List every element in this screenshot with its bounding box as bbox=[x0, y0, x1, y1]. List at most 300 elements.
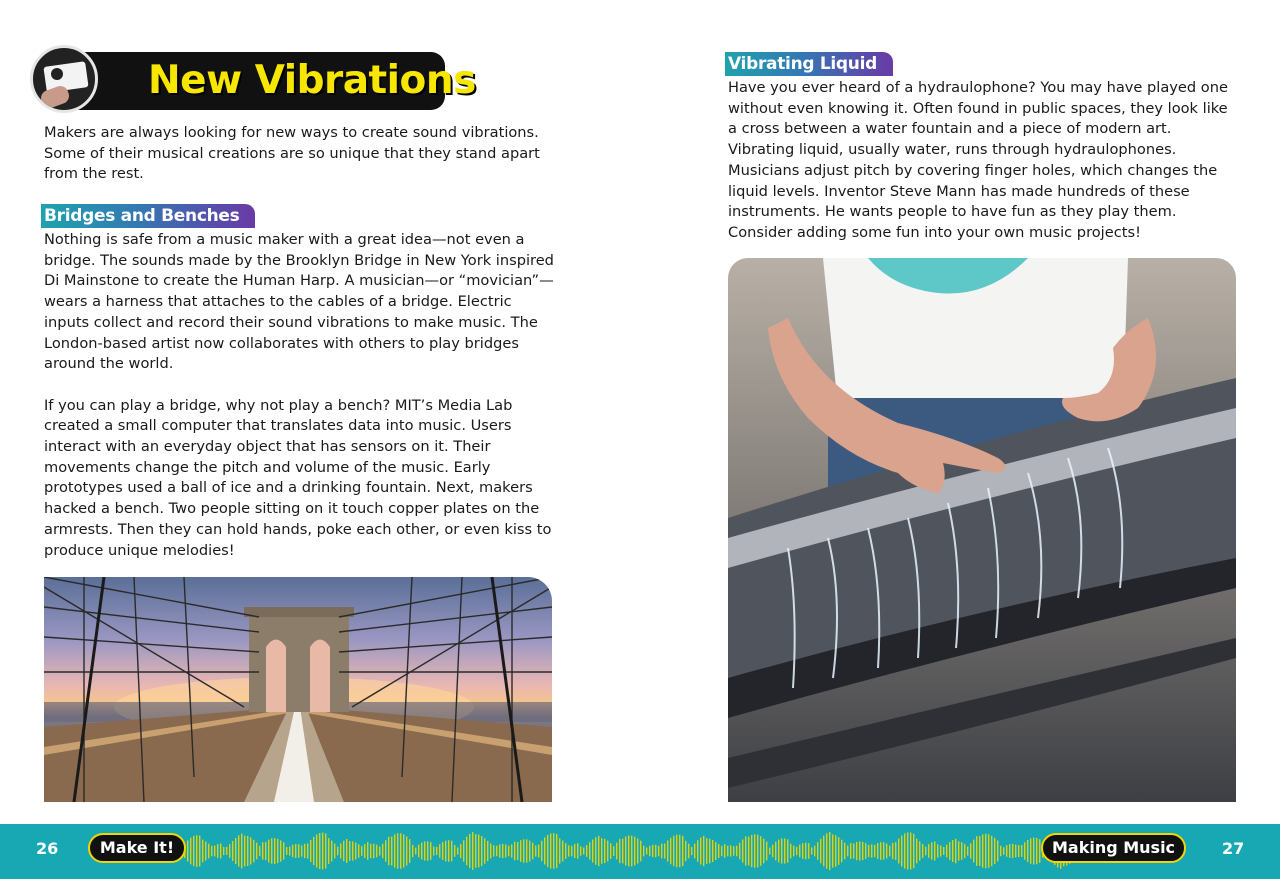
wave-bar bbox=[385, 840, 386, 862]
wave-bar bbox=[526, 839, 527, 862]
wave-bar bbox=[943, 847, 944, 855]
wave-bar bbox=[925, 847, 926, 856]
wave-bar bbox=[343, 841, 344, 861]
wave-bar bbox=[187, 840, 188, 861]
wave-bar bbox=[754, 834, 755, 868]
wave-bar bbox=[763, 839, 764, 864]
wave-bar bbox=[919, 841, 920, 860]
wave-bar bbox=[916, 839, 917, 864]
wave-bar bbox=[280, 840, 281, 861]
wave-bar bbox=[703, 836, 704, 866]
wave-bar bbox=[556, 834, 557, 868]
wave-bar bbox=[310, 840, 311, 862]
wave-bar bbox=[352, 841, 353, 860]
wave-bar bbox=[700, 838, 701, 865]
wave-bar bbox=[664, 844, 665, 859]
wave-bar bbox=[976, 836, 977, 866]
wave-bar bbox=[313, 837, 314, 865]
wave-bar bbox=[610, 843, 611, 859]
wave-bar bbox=[1012, 844, 1013, 858]
wave-bar bbox=[487, 841, 488, 861]
wave-bar bbox=[751, 835, 752, 867]
wave-bar bbox=[319, 833, 320, 869]
wave-bar bbox=[208, 844, 209, 859]
wave-bar bbox=[217, 844, 218, 858]
wave-bar bbox=[640, 841, 641, 862]
wave-bar bbox=[268, 840, 269, 863]
wave-bar bbox=[580, 846, 581, 855]
wave-bar bbox=[961, 842, 962, 860]
wave-bar bbox=[1024, 842, 1025, 859]
wave-bar bbox=[1000, 846, 1001, 856]
hydraulophone-illustration bbox=[728, 258, 1236, 802]
wave-bar bbox=[355, 843, 356, 860]
wave-bar bbox=[856, 842, 857, 860]
wave-bar bbox=[490, 844, 491, 859]
wave-bar bbox=[541, 841, 542, 861]
camera-photo-icon bbox=[30, 45, 98, 113]
wave-bar bbox=[748, 837, 749, 866]
wave-bar bbox=[904, 833, 905, 868]
wave-bar bbox=[784, 838, 785, 863]
wave-bar bbox=[571, 846, 572, 857]
wave-bar bbox=[964, 844, 965, 858]
wave-bar bbox=[778, 840, 779, 863]
section-heading-vibrating-liquid: Vibrating Liquid bbox=[725, 52, 893, 76]
wave-bar bbox=[439, 844, 440, 857]
wave-bar bbox=[400, 833, 401, 868]
wave-bar bbox=[409, 839, 410, 863]
wave-bar bbox=[820, 839, 821, 864]
wave-bar bbox=[430, 842, 431, 860]
liquid-text bbox=[728, 78, 1228, 244]
wave-bar bbox=[481, 836, 482, 866]
wave-bar bbox=[901, 836, 902, 867]
wave-bar bbox=[877, 843, 878, 859]
wave-bar bbox=[838, 837, 839, 865]
intro-paragraph: Makers are always looking for new ways to create sound vibrations. Some of their musical creations are so unique that they stand apart from the rest. bbox=[44, 124, 540, 183]
wave-bar bbox=[445, 841, 446, 862]
wave-bar bbox=[826, 833, 827, 869]
wave-bar bbox=[757, 835, 758, 868]
wave-bar bbox=[550, 833, 551, 868]
wave-bar bbox=[361, 846, 362, 856]
footer-label-making-music[interactable]: Making Music bbox=[1041, 833, 1186, 863]
wave-bar bbox=[406, 836, 407, 865]
wave-bar bbox=[667, 840, 668, 861]
wave-bar bbox=[394, 834, 395, 867]
wave-bar bbox=[391, 837, 392, 866]
wave-bar bbox=[586, 845, 587, 857]
wave-bar bbox=[1030, 838, 1031, 864]
wave-bar bbox=[637, 838, 638, 863]
wave-bar bbox=[436, 847, 437, 855]
wave-bar bbox=[931, 842, 932, 859]
wave-bar bbox=[871, 844, 872, 857]
wave-bar bbox=[790, 844, 791, 859]
wave-bar bbox=[328, 838, 329, 864]
wave-bar bbox=[271, 838, 272, 863]
wave-bar bbox=[229, 844, 230, 858]
wave-bar bbox=[715, 842, 716, 860]
wave-bar bbox=[988, 834, 989, 867]
wave-bar bbox=[325, 833, 326, 868]
wave-bar bbox=[484, 838, 485, 863]
brooklyn-bridge-photo bbox=[44, 577, 552, 802]
wave-bar bbox=[568, 845, 569, 856]
wave-bar bbox=[982, 834, 983, 867]
wave-bar bbox=[364, 844, 365, 858]
wave-bar bbox=[367, 842, 368, 860]
wave-bar bbox=[460, 844, 461, 858]
wave-bar bbox=[442, 842, 443, 860]
wave-bar bbox=[709, 839, 710, 864]
wave-bar bbox=[472, 832, 473, 870]
wave-bar bbox=[619, 839, 620, 863]
wave-bar bbox=[865, 843, 866, 859]
wave-bar bbox=[427, 841, 428, 860]
intro-text bbox=[44, 123, 544, 185]
wave-bar bbox=[544, 837, 545, 864]
wave-bar bbox=[685, 841, 686, 861]
wave-bar bbox=[670, 838, 671, 864]
wave-bar bbox=[742, 839, 743, 862]
wave-bar bbox=[691, 847, 692, 855]
wave-bar bbox=[760, 836, 761, 865]
wave-bar bbox=[814, 846, 815, 857]
wave-bar bbox=[868, 845, 869, 857]
wave-bar bbox=[844, 843, 845, 860]
wave-bar bbox=[478, 835, 479, 868]
wave-bar bbox=[265, 842, 266, 860]
wave-bar bbox=[661, 844, 662, 859]
wave-bar bbox=[358, 844, 359, 857]
wave-bar bbox=[292, 845, 293, 857]
wave-bar bbox=[1009, 844, 1010, 858]
wave-bar bbox=[775, 842, 776, 861]
wave-bar bbox=[499, 844, 500, 857]
wave-bar bbox=[595, 837, 596, 864]
wave-bar bbox=[451, 841, 452, 862]
wave-bar bbox=[994, 838, 995, 864]
wave-bar bbox=[193, 836, 194, 866]
paragraph-bench: If you can play a bridge, why not play a bench? MIT’s Media Lab created a small computer that translates data into music. Users interact with an everyday object that has sensors on it. Their movements change the pitch and volume of the music. Early prototypes used a ball of ice and a drinking fountain. Next, makers hacked a bench. Two people sitting on it touch copper plates on the armrests. Then they can hold hands, poke each other, or even kiss to produce unique melodies! bbox=[44, 396, 552, 559]
wave-bar bbox=[388, 837, 389, 866]
page-footer bbox=[0, 824, 1280, 879]
wave-bar bbox=[967, 846, 968, 855]
wave-bar bbox=[1036, 838, 1037, 864]
page-title: New Vibrations bbox=[148, 58, 476, 103]
wave-bar bbox=[589, 842, 590, 859]
wave-bar bbox=[913, 834, 914, 868]
wave-bar bbox=[958, 841, 959, 860]
wave-bar bbox=[298, 844, 299, 858]
wave-bar bbox=[379, 847, 380, 856]
wave-bar bbox=[574, 844, 575, 858]
wave-bar bbox=[583, 847, 584, 854]
wave-bar bbox=[232, 841, 233, 861]
wave-bar bbox=[349, 841, 350, 861]
wave-bar bbox=[721, 846, 722, 856]
wave-bar bbox=[997, 840, 998, 861]
left-page bbox=[0, 0, 640, 824]
wave-bar bbox=[397, 833, 398, 869]
wave-bar bbox=[190, 838, 191, 865]
wave-bar bbox=[643, 846, 644, 857]
wave-bar bbox=[304, 844, 305, 858]
wave-bar bbox=[730, 845, 731, 856]
wave-bar bbox=[724, 844, 725, 858]
wave-bar bbox=[697, 840, 698, 862]
paragraph-hydraulophone: Have you ever heard of a hydraulophone? You may have played one without even knowing it. Often found in public spaces, they look like a cross between a water fountain and a piece of modern art. Vibrating liquid, usually water, runs through hydraulophones. Musicians adjust pitch by covering finger holes, which changes the liquid levels. Inventor Steve Mann has made hundreds of these instruments. He wants people to have fun as they play them. Consider adding some fun into your own music projects! bbox=[728, 79, 1228, 241]
wave-bar bbox=[946, 845, 947, 858]
wave-bar bbox=[802, 843, 803, 859]
wave-bar bbox=[766, 842, 767, 861]
wave-bar bbox=[469, 834, 470, 868]
section-heading-bridges: Bridges and Benches bbox=[41, 204, 255, 228]
wave-bar bbox=[562, 841, 563, 862]
wave-bar bbox=[862, 842, 863, 860]
wave-bar bbox=[607, 841, 608, 862]
wave-bar bbox=[502, 844, 503, 858]
wave-bar bbox=[592, 840, 593, 863]
wave-bar bbox=[832, 834, 833, 867]
wave-bar bbox=[880, 842, 881, 860]
wave-bar bbox=[247, 836, 248, 866]
wave-bar bbox=[289, 847, 290, 856]
wave-bar bbox=[523, 839, 524, 862]
wave-bar bbox=[424, 841, 425, 860]
wave-bar bbox=[535, 845, 536, 856]
wave-bar bbox=[736, 846, 737, 856]
wave-bar bbox=[511, 844, 512, 857]
wave-bar bbox=[301, 845, 302, 856]
page-number-left: 26 bbox=[36, 839, 59, 858]
bridge-illustration bbox=[44, 577, 552, 802]
wave-bar bbox=[433, 846, 434, 855]
wave-bar bbox=[793, 846, 794, 857]
wave-bar bbox=[316, 834, 317, 867]
wave-bar bbox=[682, 836, 683, 866]
page-number-right: 27 bbox=[1222, 839, 1245, 858]
wave-bar bbox=[214, 846, 215, 857]
wave-bar bbox=[808, 843, 809, 859]
wave-bar bbox=[253, 840, 254, 862]
wave-bar bbox=[376, 845, 377, 858]
wave-bar bbox=[805, 843, 806, 860]
footer-label-make-it[interactable]: Make It! bbox=[88, 833, 186, 863]
wave-bar bbox=[673, 836, 674, 866]
wave-bar bbox=[859, 841, 860, 860]
wave-bar bbox=[811, 847, 812, 854]
wave-bar bbox=[220, 844, 221, 859]
wave-bar bbox=[886, 844, 887, 859]
wave-bar bbox=[985, 834, 986, 868]
wave-bar bbox=[679, 835, 680, 867]
bridges-text bbox=[44, 230, 556, 561]
wave-bar bbox=[529, 841, 530, 862]
wave-bar bbox=[649, 846, 650, 856]
wave-bar bbox=[883, 842, 884, 859]
wave-bar bbox=[940, 845, 941, 856]
wave-bar bbox=[403, 834, 404, 867]
wave-bar bbox=[346, 839, 347, 863]
wave-bar bbox=[538, 845, 539, 858]
wave-bar bbox=[205, 842, 206, 861]
wave-bar bbox=[415, 848, 416, 855]
wave-bar bbox=[1039, 839, 1040, 863]
wave-bar bbox=[496, 846, 497, 856]
wave-bar bbox=[727, 846, 728, 857]
wave-bar bbox=[331, 841, 332, 862]
wave-bar bbox=[781, 838, 782, 863]
wave-bar bbox=[613, 846, 614, 856]
wave-bar bbox=[454, 845, 455, 857]
wave-bar bbox=[370, 844, 371, 858]
hydraulophone-photo bbox=[728, 258, 1236, 802]
wave-bar bbox=[493, 845, 494, 856]
wave-bar bbox=[514, 842, 515, 861]
wave-bar bbox=[952, 840, 953, 862]
wave-bar bbox=[565, 843, 566, 859]
wave-bar bbox=[1006, 845, 1007, 857]
wave-bar bbox=[373, 844, 374, 858]
wave-bar bbox=[295, 844, 296, 858]
wave-bar bbox=[277, 839, 278, 863]
wave-bar bbox=[973, 840, 974, 863]
wave-bar bbox=[817, 842, 818, 860]
wave-bar bbox=[655, 845, 656, 857]
wave-bar bbox=[520, 840, 521, 862]
wave-bar bbox=[850, 843, 851, 859]
wave-bar bbox=[322, 833, 323, 870]
wave-bar bbox=[787, 839, 788, 862]
wave-bar bbox=[676, 835, 677, 868]
wave-bar bbox=[949, 842, 950, 860]
wave-bar bbox=[991, 836, 992, 867]
wave-bar bbox=[337, 847, 338, 856]
wave-bar bbox=[970, 843, 971, 858]
wave-bar bbox=[238, 835, 239, 866]
wave-bar bbox=[382, 844, 383, 858]
wave-bar bbox=[928, 844, 929, 858]
wave-bar bbox=[937, 844, 938, 857]
wave-bar bbox=[625, 837, 626, 866]
wave-bar bbox=[223, 847, 224, 855]
wave-bar bbox=[631, 836, 632, 867]
wave-bar bbox=[508, 846, 509, 856]
wave-bar bbox=[796, 847, 797, 855]
wave-bar bbox=[547, 835, 548, 867]
wave-bar bbox=[202, 840, 203, 863]
wave-bar bbox=[892, 843, 893, 859]
wave-bar bbox=[772, 845, 773, 857]
wave-bar bbox=[421, 843, 422, 860]
wave-bar bbox=[1018, 845, 1019, 857]
wave-bar bbox=[340, 844, 341, 859]
wave-bar bbox=[853, 843, 854, 858]
wave-bar bbox=[211, 846, 212, 857]
wave-bar bbox=[706, 838, 707, 864]
wave-bar bbox=[910, 833, 911, 870]
wave-bar bbox=[829, 832, 830, 870]
wave-bar bbox=[745, 836, 746, 865]
wave-bar bbox=[604, 839, 605, 863]
wave-bar bbox=[1015, 845, 1016, 858]
wave-bar bbox=[955, 839, 956, 864]
wave-bar bbox=[259, 846, 260, 856]
wave-bar bbox=[688, 844, 689, 859]
sound-wave-graphic bbox=[180, 824, 1100, 879]
wave-bar bbox=[634, 837, 635, 866]
wave-bar bbox=[262, 842, 263, 859]
wave-bar bbox=[922, 844, 923, 858]
wave-bar bbox=[769, 848, 770, 855]
wave-bar bbox=[457, 847, 458, 854]
wave-bar bbox=[1021, 845, 1022, 857]
wave-bar bbox=[334, 844, 335, 859]
wave-bar bbox=[307, 843, 308, 858]
wave-bar bbox=[505, 844, 506, 857]
paragraph-bridge: Nothing is safe from a music maker with a great idea—not even a bridge. The sounds made by the Brooklyn Bridge in New York inspired Di Mainstone to create the Human Harp. A musician—or “movician”—wears a harness that attaches to the cables of a bridge. Electric inputs collect and record their sound vibrations to make music. The London-based artist now collaborates with others to play bridges around the world. bbox=[44, 231, 554, 373]
wave-bar bbox=[616, 843, 617, 860]
wave-bar bbox=[652, 845, 653, 857]
wave-bar bbox=[712, 840, 713, 862]
wave-bar bbox=[553, 833, 554, 869]
wave-bar bbox=[895, 842, 896, 860]
wave-bar bbox=[559, 838, 560, 863]
wave-bar bbox=[628, 836, 629, 867]
wave-bar bbox=[601, 838, 602, 864]
wave-bar bbox=[274, 838, 275, 864]
wave-bar bbox=[418, 845, 419, 858]
wave-bar bbox=[577, 843, 578, 859]
wave-bar bbox=[256, 843, 257, 860]
wave-bar bbox=[799, 845, 800, 858]
wave-bar bbox=[646, 848, 647, 855]
wave-bar bbox=[1027, 840, 1028, 862]
wave-bar bbox=[898, 839, 899, 864]
wave-bar bbox=[733, 846, 734, 856]
wave-bar bbox=[889, 846, 890, 857]
wave-bar bbox=[466, 837, 467, 865]
wave-bar bbox=[412, 845, 413, 857]
wave-bar bbox=[874, 845, 875, 857]
wave-bar bbox=[532, 843, 533, 860]
wave-bar bbox=[1033, 837, 1034, 864]
wave-bar bbox=[283, 842, 284, 859]
wave-bar bbox=[658, 846, 659, 856]
wave-bar bbox=[739, 843, 740, 860]
wave-bar bbox=[622, 839, 623, 864]
wave-bar bbox=[475, 834, 476, 868]
wave-bar bbox=[847, 846, 848, 857]
wave-bar bbox=[598, 836, 599, 866]
wave-bar bbox=[835, 835, 836, 866]
wave-bar bbox=[448, 840, 449, 862]
wave-bar bbox=[241, 834, 242, 869]
wave-bar bbox=[1003, 847, 1004, 854]
wave-bar bbox=[286, 847, 287, 855]
wave-bar bbox=[463, 840, 464, 861]
wave-bar bbox=[979, 836, 980, 866]
wave-bar bbox=[907, 832, 908, 869]
wave-bar bbox=[226, 847, 227, 855]
title-banner bbox=[30, 45, 476, 110]
wave-bar bbox=[244, 836, 245, 867]
wave-bar bbox=[718, 844, 719, 858]
wave-bar bbox=[235, 838, 236, 864]
